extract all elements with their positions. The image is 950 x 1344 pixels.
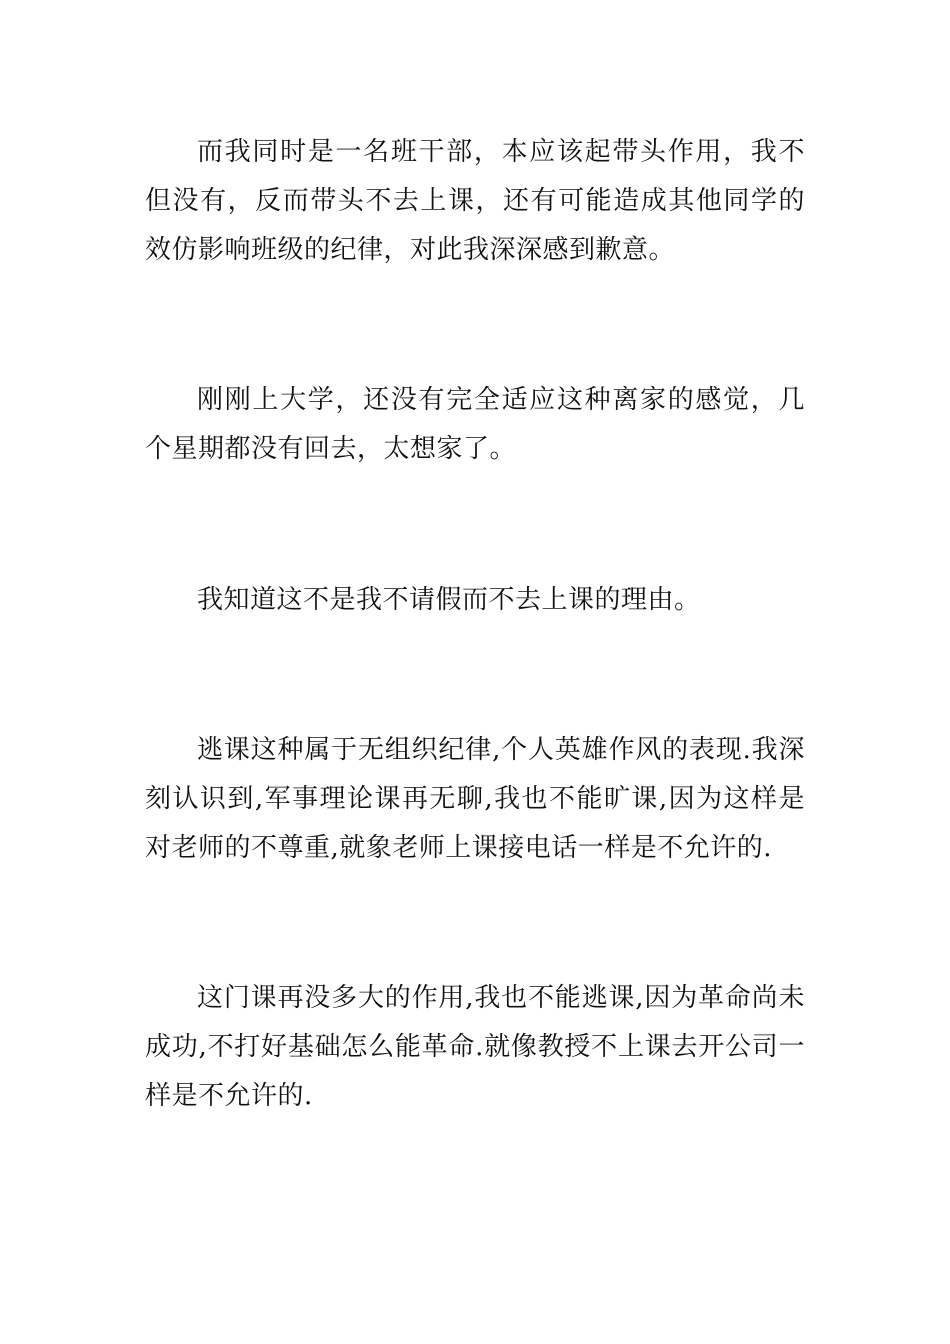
paragraph-4: 逃课这种属于无组织纪律,个人英雄作风的表现.我深刻认识到,军事理论课再无聊,我也不能旷课,因为这样是对老师的不尊重,就象老师上课接电话一样是不允许的.	[145, 735, 805, 863]
paragraph-2: 刚刚上大学，还没有完全适应这种离家的感觉，几个星期都没有回去，太想家了。	[145, 385, 805, 464]
paragraph-5: 这门课再没多大的作用,我也不能逃课,因为革命尚未成功,不打好基础怎么能革命.就像教授不上课去开公司一样是不允许的.	[145, 983, 805, 1111]
paragraph-3: 我知道这不是我不请假而不去上课的理由。	[197, 585, 701, 615]
paragraph-1: 而我同时是一名班干部，本应该起带头作用，我不但没有，反而带头不去上课，还有可能造成其他同学的效仿影响班级的纪律，对此我深深感到歉意。	[145, 137, 805, 265]
